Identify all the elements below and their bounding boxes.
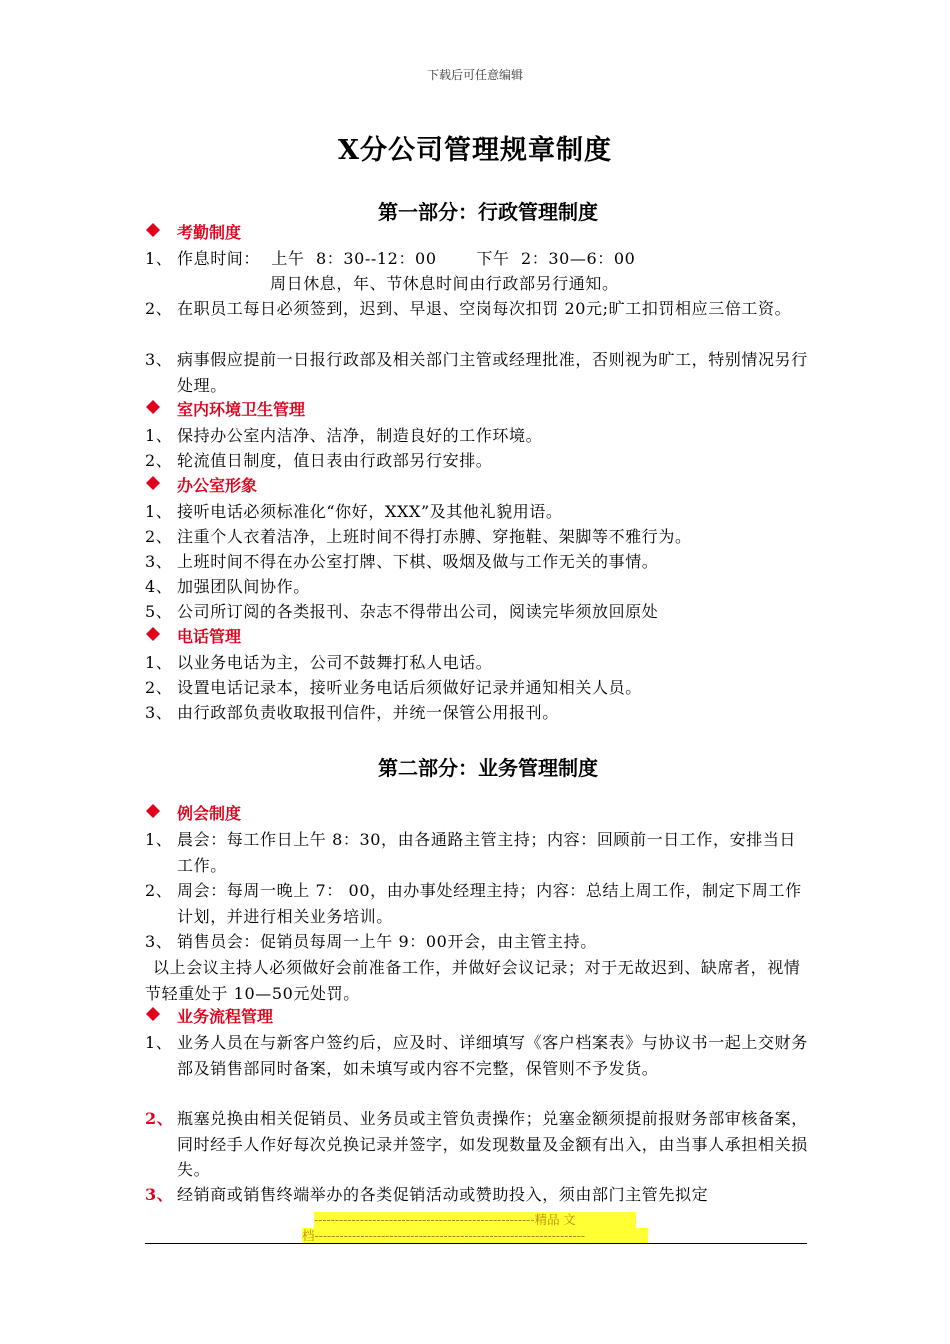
- list-item: 1、 以业务电话为主，公司不鼓舞打私人电话。: [145, 653, 493, 672]
- list-item: 5、 公司所订阅的各类报刊、杂志不得带出公司，阅读完毕须放回原处: [145, 602, 659, 621]
- section-heading-meetings: 例会制度: [145, 802, 241, 826]
- list-item: 1、 作息时间： 上午 8：30--12：00 下午 2：30—6：00: [145, 249, 636, 268]
- list-item: 3、 上班时间不得在办公室打牌、下棋、吸烟及做与工作无关的事情。: [145, 552, 659, 571]
- diamond-icon: [145, 474, 165, 498]
- list-item: 1、 晨会：每工作日上午 8：30，由各通路主管主持；内容：回顾前一日工作，安排当日工作。: [145, 830, 797, 875]
- list-item: 2、 轮流值日制度，值日表由行政部另行安排。: [145, 451, 493, 470]
- list-item: 3、 销售员会：促销员每周一上午 9：00开会，由主管主持。: [145, 932, 597, 951]
- list-item: 3、 经销商或销售终端举办的各类促销活动或赞助投入，须由部门主管先拟定: [145, 1185, 709, 1204]
- list-item: 4、 加强团队间协作。: [145, 577, 310, 596]
- section-heading-hygiene: 室内环境卫生管理: [145, 398, 305, 422]
- document-title: X分公司管理规章制度: [338, 135, 612, 166]
- footer-watermark-line2: 档-----------------------------------------------------------------: [302, 1228, 648, 1244]
- list-item: 2、 在职员工每日必须签到，迟到、早退、空岗每次扣罚 20元;旷工扣罚相应三倍工资。: [145, 299, 792, 318]
- part2-title: 第二部分：业务管理制度: [378, 756, 598, 780]
- section-heading-attendance: 考勤制度: [145, 221, 241, 245]
- list-item: 3、 由行政部负责收取报刊信件，并统一保管公用报刊。: [145, 703, 559, 722]
- list-item: 1、 接听电话必须标准化“你好，XXX”及其他礼貌用语。: [145, 502, 563, 521]
- list-item: 2、 设置电话记录本，接听业务电话后须做好记录并通知相关人员。: [145, 678, 642, 697]
- list-item: 2、 瓶塞兑换由相关促销员、业务员或主管负责操作；兑塞金额须提前报财务部审核备案，同时经手人作好每次兑换记录并签字，如发现数量及金额有出入，由当事人承担相关损失。: [145, 1109, 808, 1179]
- list-item-subline: 周日休息，年、节休息时间由行政部另行通知。: [270, 274, 619, 293]
- diamond-icon: [145, 398, 165, 422]
- diamond-icon: [145, 221, 165, 245]
- footer-watermark-line1: -----------------------------------------------------精品 文: [314, 1212, 636, 1228]
- diamond-icon: [145, 625, 165, 649]
- footer-divider: [145, 1243, 807, 1244]
- diamond-icon: [145, 802, 165, 826]
- list-item: 2、 周会：每周一晚上 7： 00，由办事处经理主持；内容：总结上周工作，制定下周工作计划，并进行相关业务培训。: [145, 881, 802, 926]
- list-item: 2、 注重个人衣着洁净，上班时间不得打赤膊、穿拖鞋、架脚等不雅行为。: [145, 527, 692, 546]
- part1-title: 第一部分：行政管理制度: [378, 200, 598, 224]
- section-heading-office-image: 办公室形象: [145, 474, 257, 498]
- section-heading-workflow: 业务流程管理: [145, 1005, 273, 1029]
- list-item: 1、 业务人员在与新客户签约后，应及时、详细填写《客户档案表》与协议书一起上交财务部及销售部同时备案，如未填写或内容不完整，保管则不予发货。: [145, 1033, 808, 1078]
- section-heading-phone: 电话管理: [145, 625, 241, 649]
- list-item: 1、 保持办公室内洁净、洁净，制造良好的工作环境。: [145, 426, 543, 445]
- header-note: 下载后可任意编辑: [426, 68, 523, 82]
- meeting-note: 以上会议主持人必须做好会前准备工作，并做好会议记录；对于无故迟到、缺席者，视情节轻重处于 10—50元处罚。: [145, 958, 801, 1003]
- list-item: 3、 病事假应提前一日报行政部及相关部门主管或经理批准，否则视为旷工，特别情况另行处理。: [145, 350, 808, 395]
- diamond-icon: [145, 1005, 165, 1029]
